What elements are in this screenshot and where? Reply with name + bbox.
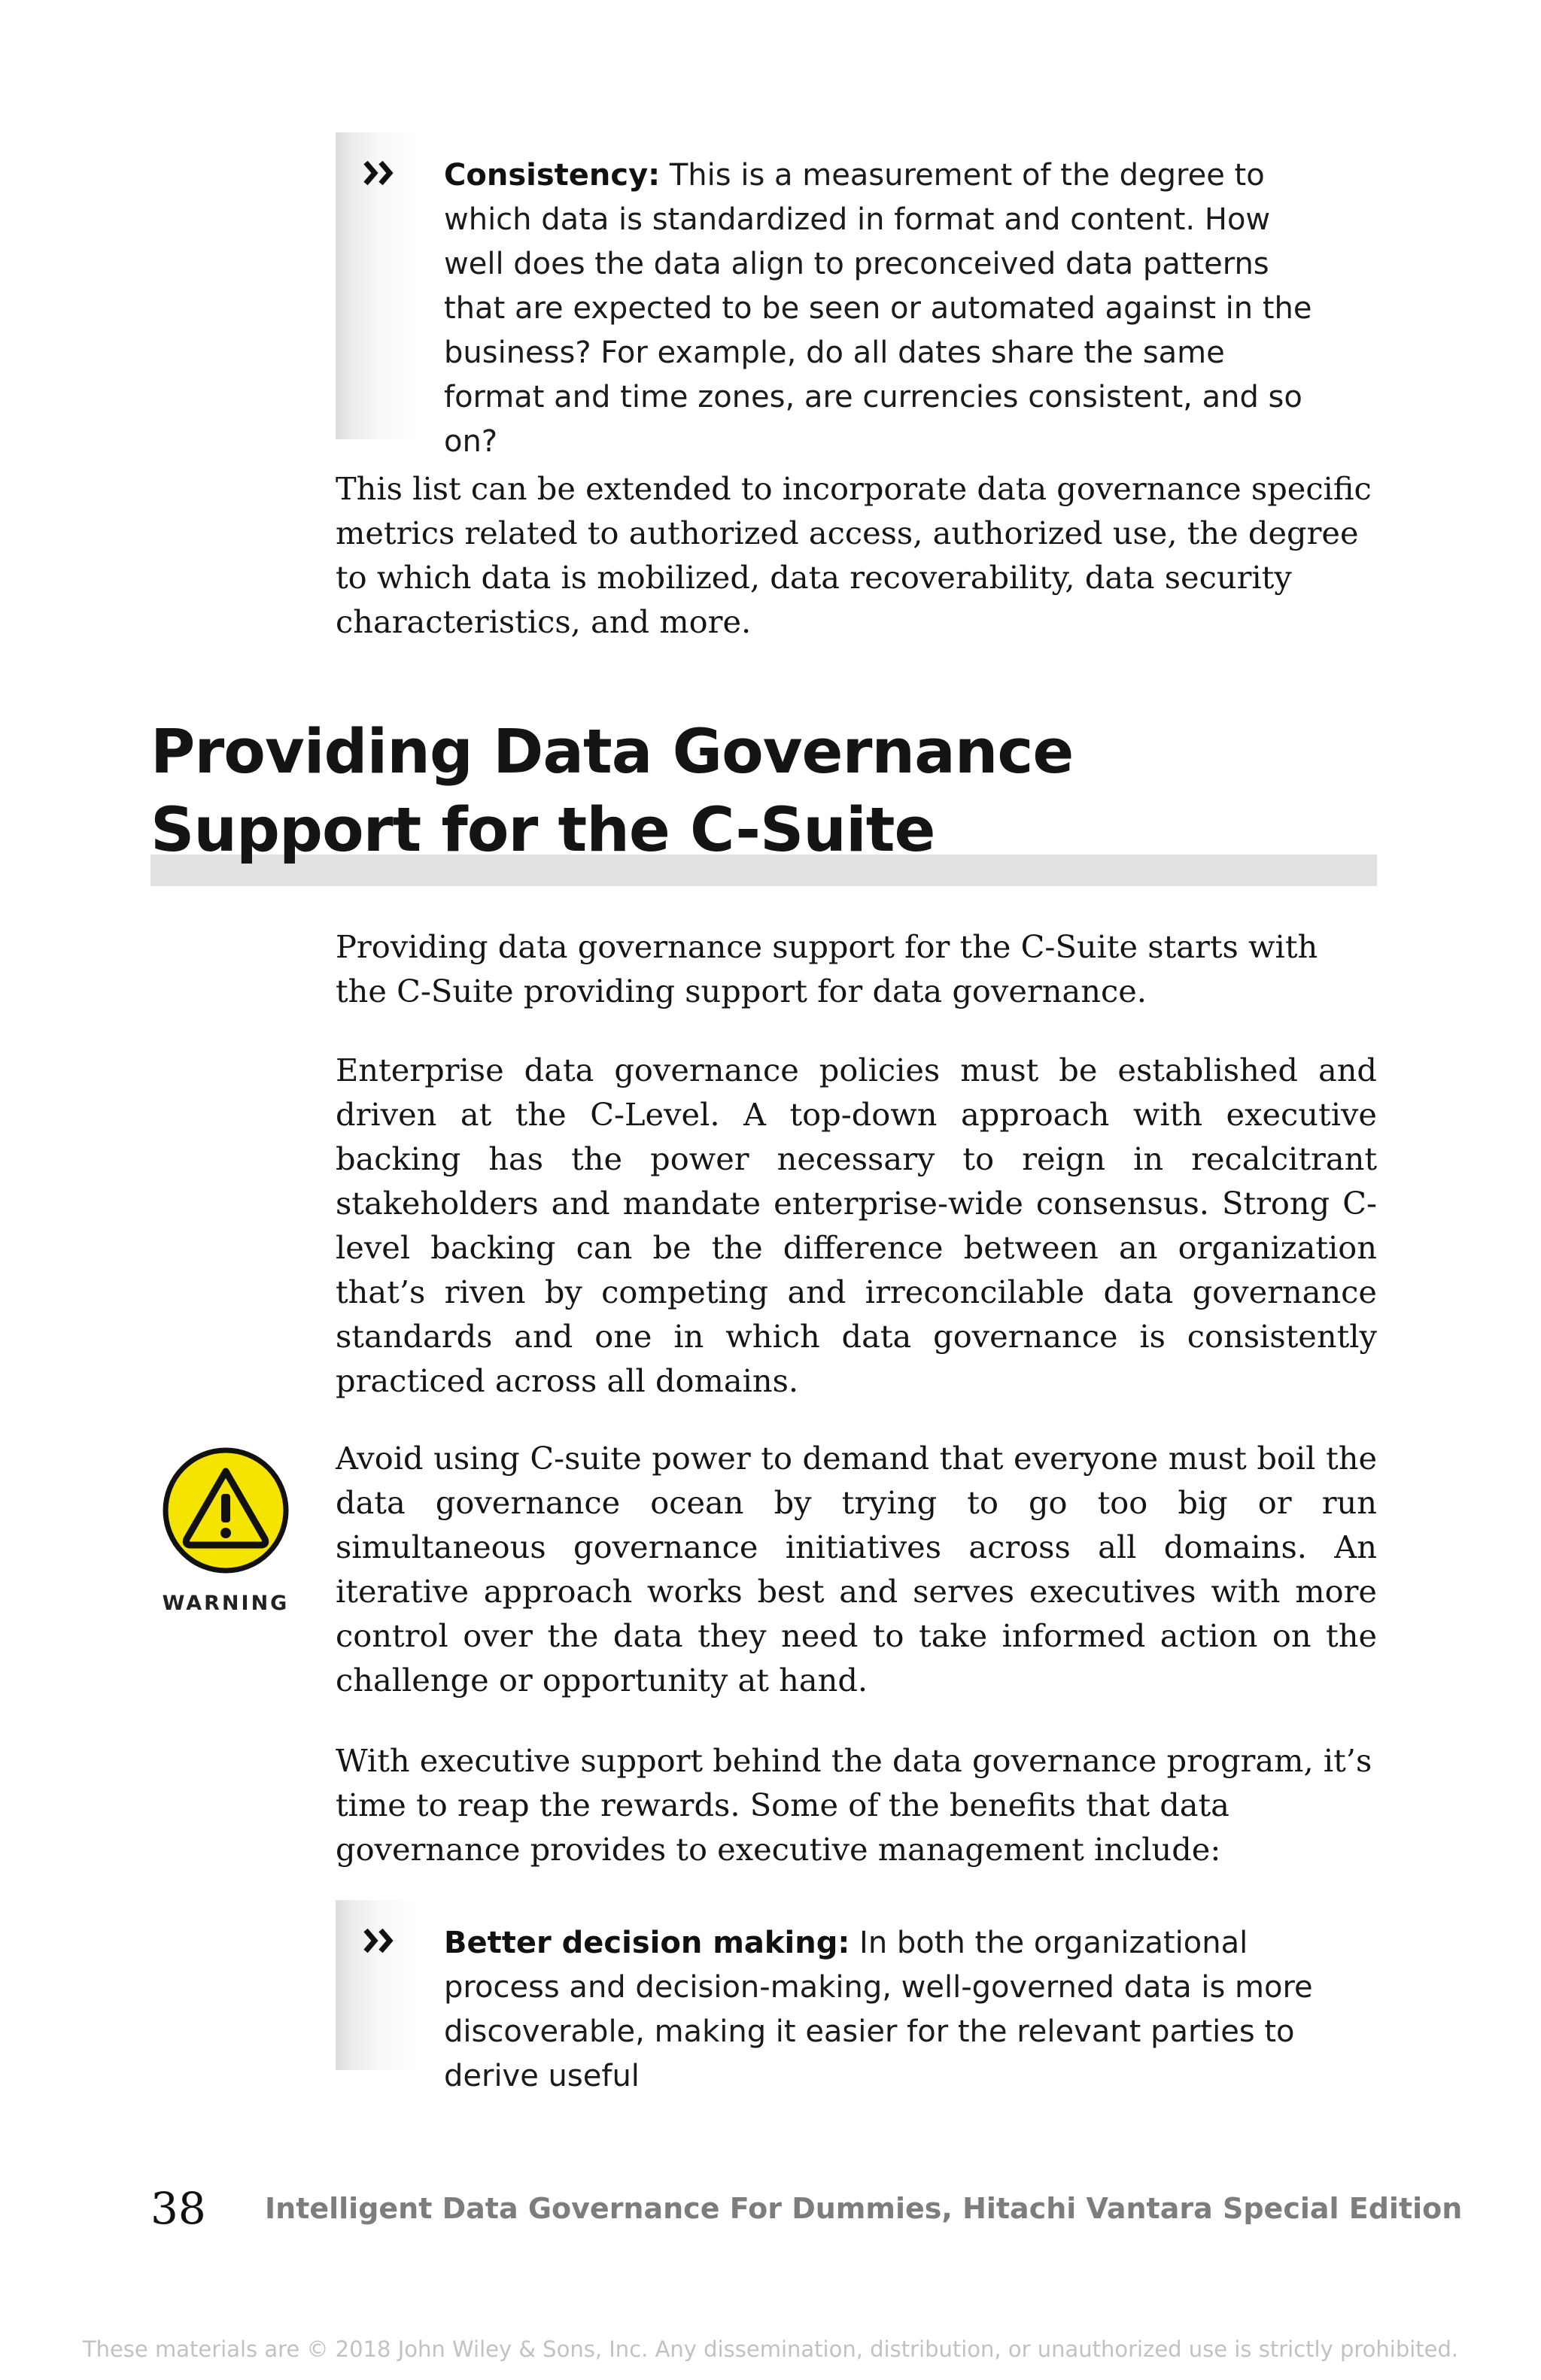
copyright-notice: These materials are © 2018 John Wiley & Sons, Inc. Any dissemination, distribution, or unauthorized use is strictly prohibited. — [82, 2336, 1459, 2362]
warning-icon — [161, 1446, 290, 1575]
paragraph-intro: Providing data governance support for the C-Suite starts with the C-Suite providing support for data governance. — [336, 928, 1318, 1009]
paragraph-benefits: With executive support behind the data governance program, it’s time to reap the rewards. Some of the benefits that data governance provides to executive management include: — [336, 1742, 1372, 1868]
paragraph-warning: Avoid using C-suite power to demand that everyone must boil the data governance ocean by trying to go too big or run simultaneous governance initiatives across all domains. An iterative approach works best and serves executives with more control over the data they need to take informed action on the challenge or opportunity at hand. — [336, 1440, 1377, 1698]
bullet-item-decision-making — [363, 1921, 1332, 2099]
running-title: Intelligent Data Governance For Dummies, Hitachi Vantara Special Edition — [265, 2192, 1463, 2225]
double-chevron-icon — [363, 158, 397, 188]
bullet-item-consistency — [363, 153, 1332, 464]
bullet-box-consistency — [336, 132, 1377, 459]
bullet-box-decision-making — [336, 1900, 1377, 2093]
page-number: 38 — [150, 2183, 206, 2234]
paragraph-list-extension: This list can be extended to incorporate data governance specific metrics related to authorized access, authorized use, the degree to which data is mobilized, data recoverability, data security characteristics, and more. — [336, 470, 1372, 640]
bullet-label: Consistency: — [444, 158, 661, 193]
heading-line-1: Providing Data Governance — [150, 717, 1074, 788]
bullet-body: This is a measurement of the degree to which data is standardized in format and content. How well does the data align to preconceived data patterns that are expected to be seen or automated against in the business? For example, do all dates share the same format and time zones, are currencies consistent, and so on? — [444, 158, 1312, 459]
heading-line-2: Support for the C-Suite — [150, 795, 935, 866]
section-heading — [150, 713, 1204, 870]
paragraph-enterprise-policies: Enterprise data governance policies must be established and driven at the C-Level. A top-down approach with executive backing has the power necessary to reign in recalcitrant stakeholders and mandate enterprise-wide consensus. Strong C-level backing can be the difference between an organization that’s riven by competing and irreconcilable data governance standards and one in which data governance is consistently practiced across all domains. — [336, 1052, 1377, 1399]
bullet-label: Better decision making: — [444, 1926, 850, 1960]
warning-label: WARNING — [162, 1592, 290, 1615]
bullet-text — [444, 1921, 1332, 2099]
double-chevron-icon — [363, 1926, 397, 1956]
bullet-body: In both the organizational process and decision-making, well-governed data is more discoverable, making it easier for the relevant parties to derive useful — [444, 1926, 1313, 2093]
bullet-text — [444, 153, 1332, 464]
